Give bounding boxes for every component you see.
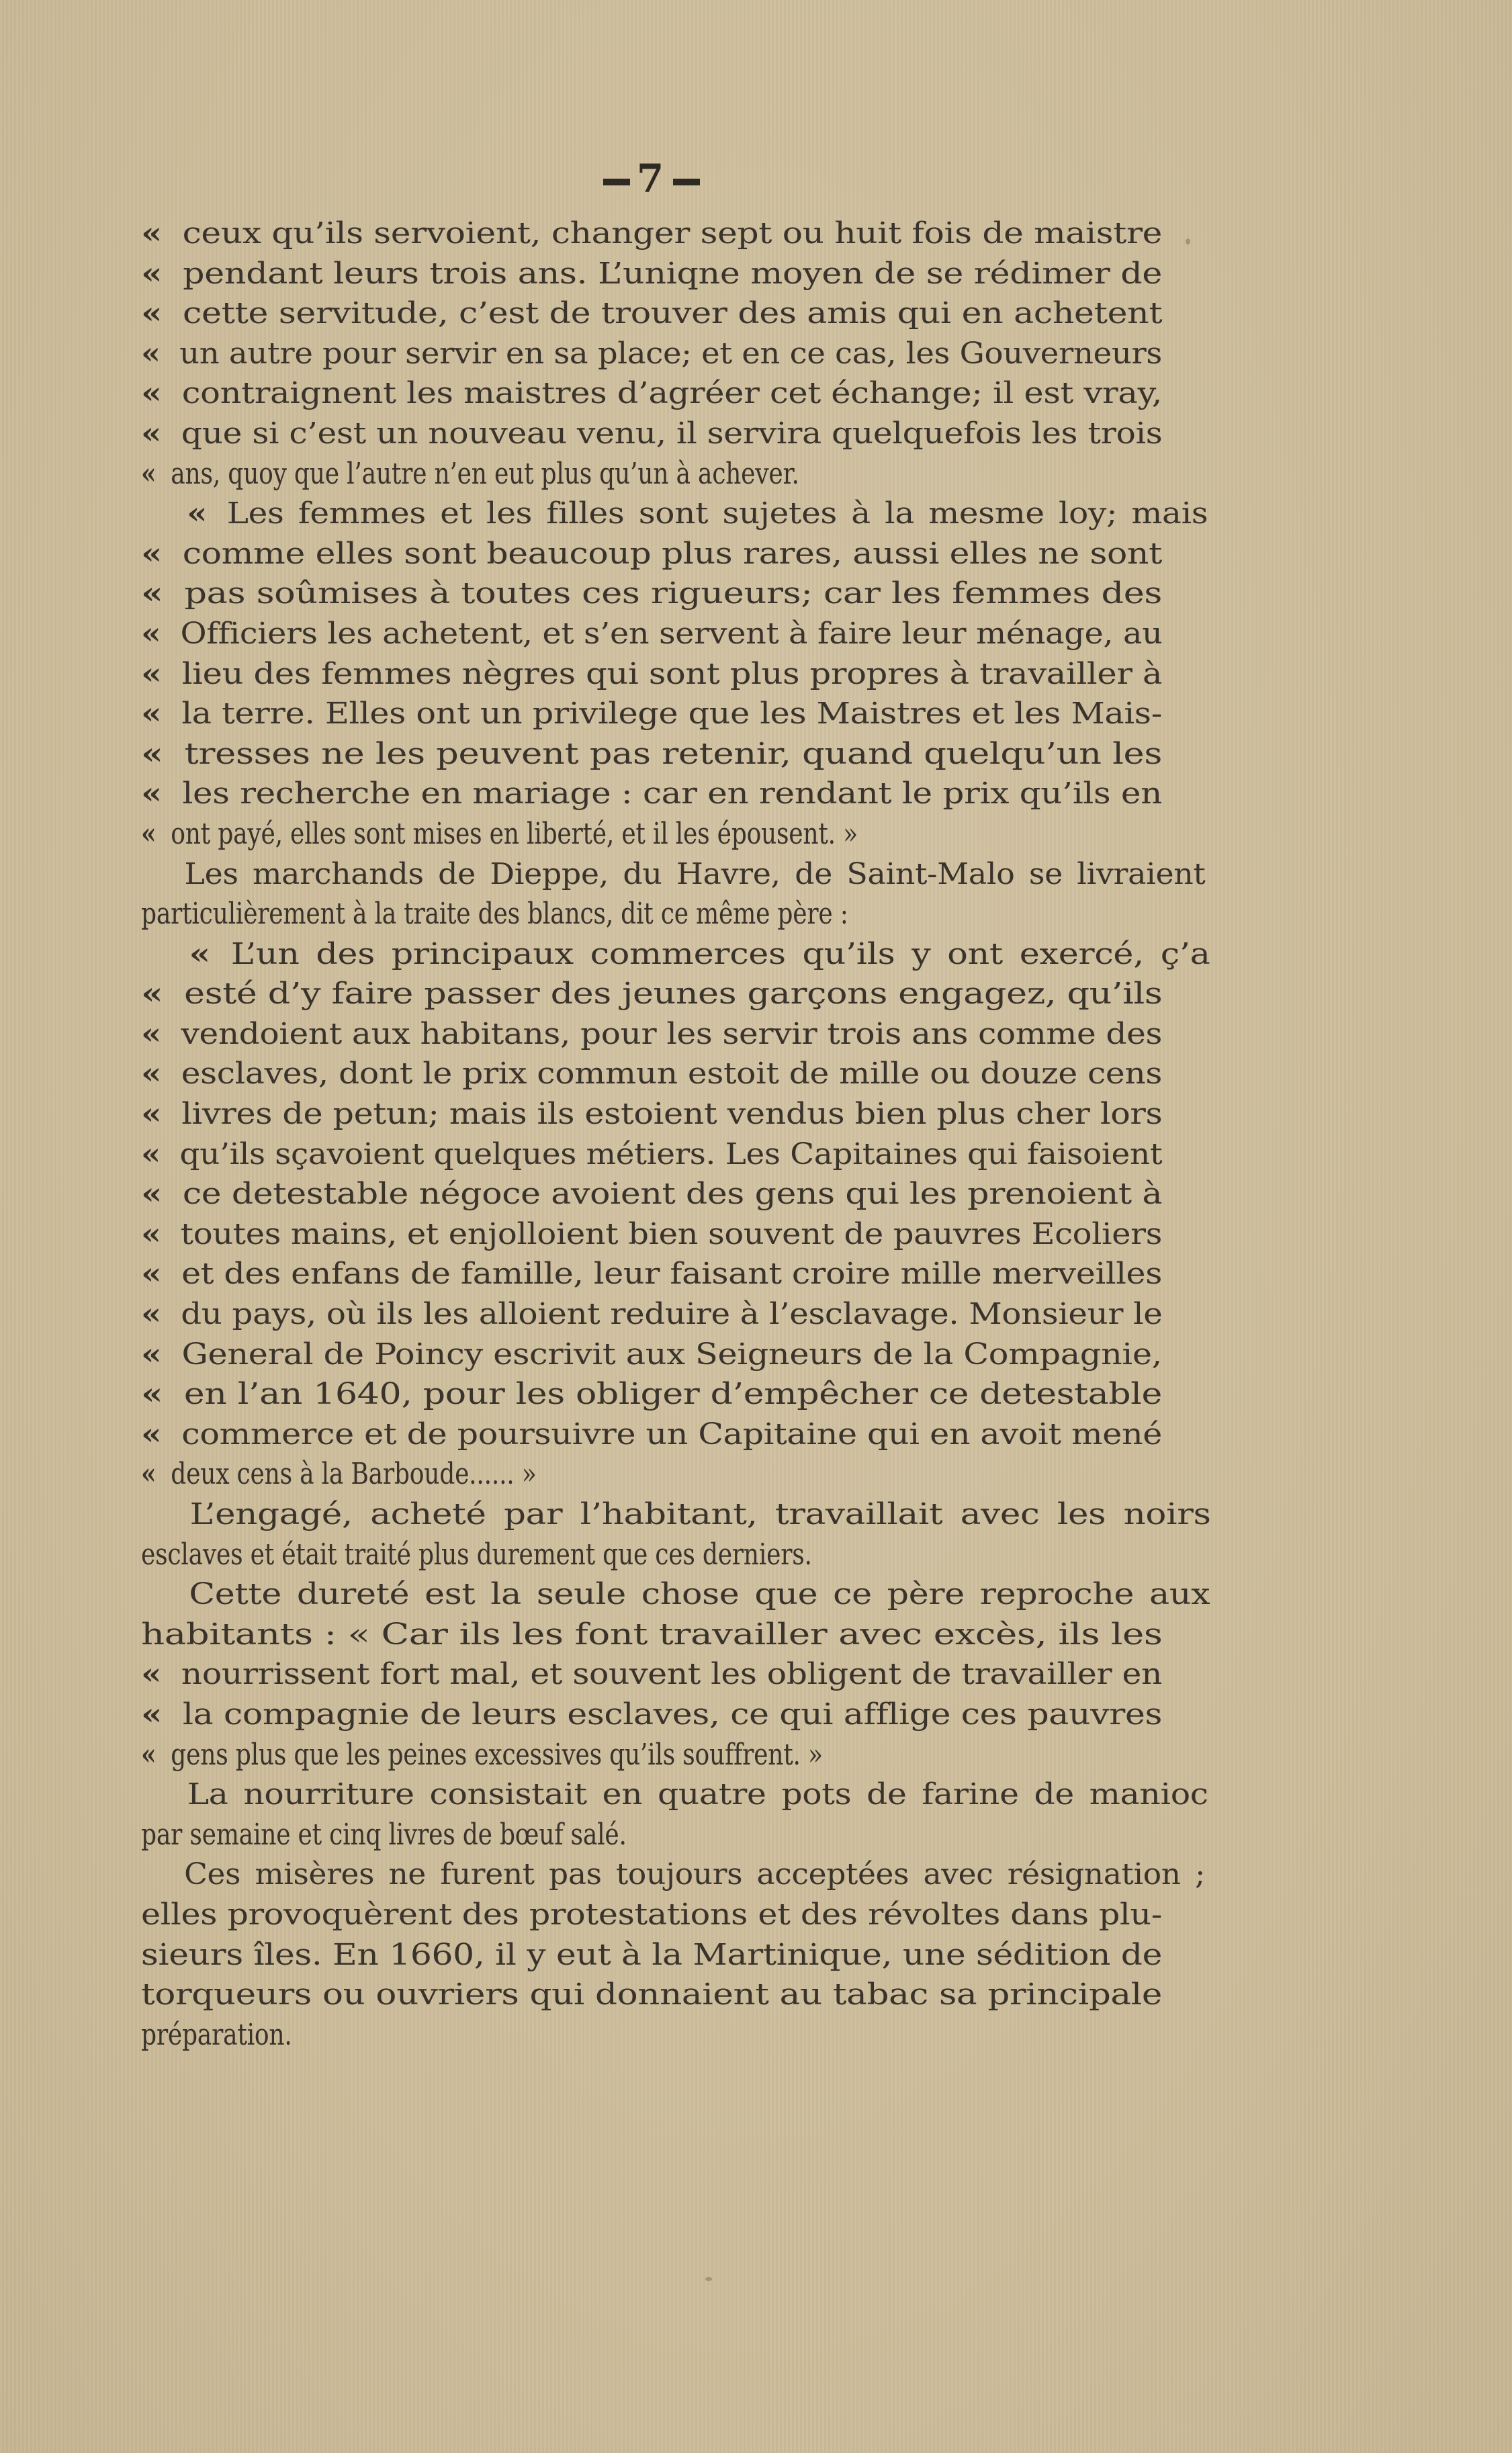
text-line xyxy=(141,1654,1162,1695)
quote-mark: « xyxy=(141,536,163,571)
line-text: pendant leurs trois ans. L’uniqne moyen de se rédimer de xyxy=(183,256,1162,291)
line-text: qu’ils sçavoient quelques métiers. Les Capitaines qui faisoient xyxy=(179,1136,1163,1171)
quote-mark: « xyxy=(141,1097,162,1132)
line-text: sieurs îles. En 1660, il y eut à la Martinique, une sédition de xyxy=(141,1937,1163,1972)
page-number-value: 7 xyxy=(636,156,667,202)
quote-mark: « xyxy=(141,1136,161,1171)
quote-mark: « xyxy=(141,416,162,451)
line-text: un autre pour servir en sa place; et en ce cas, les Gouverneurs xyxy=(179,336,1162,371)
quote-mark: « xyxy=(141,1177,163,1212)
text-line xyxy=(141,414,1162,454)
text-line xyxy=(141,1094,1162,1134)
quote-mark: « xyxy=(141,1737,157,1772)
line-text: elles provoquèrent des protestations et des révoltes dans plu- xyxy=(141,1897,1162,1932)
line-text: L’engagé, acheté par l’habitant, travaillait avec les noirs xyxy=(189,1497,1211,1531)
text-line xyxy=(141,1335,1162,1375)
line-text: Cette dureté est la seule chose que ce père reproche aux xyxy=(189,1577,1210,1612)
text-line xyxy=(141,694,1162,734)
line-text: commerce et de poursuivre un Capitaine qui en avoit mené xyxy=(181,1417,1163,1452)
line-text: vendoient aux habitans, pour les servir trois ans comme des xyxy=(181,1016,1162,1051)
text-line xyxy=(141,894,848,934)
text-line xyxy=(141,1014,1162,1055)
ink-speck xyxy=(705,2277,712,2281)
line-text: habitants : « Car ils les font travailler avec excès, ils les xyxy=(141,1617,1163,1652)
line-text: cette servitude, c’est de trouver des amis qui en achetent xyxy=(183,296,1163,331)
quote-mark: « xyxy=(141,1377,163,1412)
quote-mark: « xyxy=(141,616,161,651)
quote-mark: « xyxy=(141,456,157,491)
text-line xyxy=(141,774,1162,814)
line-text: pas soûmises à toutes ces rigueurs; car les femmes des xyxy=(184,576,1162,611)
line-text: préparation. xyxy=(141,2017,292,2052)
text-line xyxy=(141,214,1162,254)
ink-speck xyxy=(1186,238,1190,244)
quote-mark: « xyxy=(141,656,162,691)
quote-mark: « xyxy=(141,256,163,291)
line-text: Officiers les achetent, et s’en servent à faire leur ménage, au xyxy=(180,616,1163,651)
text-line xyxy=(141,814,858,854)
line-text: esclaves et était traité plus durement que ces derniers. xyxy=(141,1537,812,1572)
line-text: L’un des principaux commerces qu’ils y ont exercé, ç’a xyxy=(230,936,1210,971)
quote-mark: « xyxy=(141,776,162,811)
line-text: du pays, où ils les alloient reduire à l’esclavage. Monsieur le xyxy=(181,1297,1163,1332)
text-line xyxy=(141,1615,1162,1655)
quote-mark: « xyxy=(141,336,161,371)
text-line xyxy=(141,1855,1205,1895)
line-text: lieu des femmes nègres qui sont plus propres à travailler à xyxy=(181,656,1163,691)
line-text: comme elles sont beaucoup plus rares, aussi elles ne sont xyxy=(182,536,1162,571)
line-text: nourrissent fort mal, et souvent les obligent de travailler en xyxy=(181,1657,1162,1692)
line-text: que si c’est un nouveau venu, il servira quelquefois les trois xyxy=(181,416,1163,451)
text-line xyxy=(141,1695,1162,1735)
text-line xyxy=(141,1775,1208,1815)
text-line xyxy=(141,1214,1162,1255)
line-text: contraignent les maistres d’agréer cet échange; il est vray, xyxy=(181,376,1162,411)
quote-mark: « xyxy=(187,496,208,531)
text-line xyxy=(141,734,1162,774)
line-text: esclaves, dont le prix commun estoit de mille ou douze cens xyxy=(181,1057,1162,1091)
text-line xyxy=(141,1495,1211,1535)
line-text: esté d’y faire passer des jeunes garçons engagez, qu’ils xyxy=(184,977,1163,1012)
text-line xyxy=(141,294,1162,334)
text-line xyxy=(141,854,1206,895)
text-line xyxy=(141,373,1162,414)
text-line xyxy=(141,254,1162,294)
line-text: livres de petun; mais ils estoient vendus bien plus cher lors xyxy=(181,1097,1163,1132)
line-text: particulièrement à la traite des blancs, dit ce même père : xyxy=(141,897,848,932)
text-line xyxy=(141,1815,626,1855)
quote-mark: « xyxy=(141,296,163,331)
line-text: torqueurs ou ouvriers qui donnaient au tabac sa principale xyxy=(141,1977,1162,2012)
quote-mark: « xyxy=(141,816,157,851)
text-line xyxy=(141,1454,537,1495)
text-line xyxy=(141,1574,1210,1615)
text-line xyxy=(141,654,1162,695)
line-text: la terre. Elles ont un privilege que les Maistres et les Mais- xyxy=(181,697,1163,731)
text-line xyxy=(141,934,1210,975)
text-line xyxy=(141,1895,1162,1935)
text-line xyxy=(141,1134,1162,1175)
quote-mark: « xyxy=(141,697,162,731)
line-text: Ces misères ne furent pas toujours acceptées avec résignation ; xyxy=(184,1857,1206,1892)
quote-mark: « xyxy=(189,936,210,971)
text-line xyxy=(141,2015,292,2055)
page-number-dash-left xyxy=(603,179,630,185)
line-text: toutes mains, et enjolloient bien souvent de pauvres Ecoliers xyxy=(180,1216,1162,1251)
text-line xyxy=(141,974,1162,1014)
text-line xyxy=(141,1535,812,1575)
text-line xyxy=(141,1935,1162,1975)
page-number xyxy=(141,156,1162,202)
text-line xyxy=(141,1294,1162,1335)
page-number-dash-right xyxy=(673,179,700,185)
quote-mark: « xyxy=(141,1016,161,1051)
line-text: les recherche en mariage : car en rendant le prix qu’ils en xyxy=(182,776,1163,811)
text-line xyxy=(141,454,799,494)
line-text: ceux qu’ils servoient, changer sept ou huit fois de maistre xyxy=(182,216,1163,251)
text-line xyxy=(141,1374,1162,1415)
line-text: ont payé, elles sont mises en liberté, et il les épousent. » xyxy=(171,816,858,851)
line-text: Les femmes et les filles sont sujetes à la mesme loy; mais xyxy=(226,496,1208,531)
line-text: Les marchands de Dieppe, du Havre, de Saint-Malo se livraient xyxy=(184,856,1206,891)
quote-mark: « xyxy=(141,1257,162,1292)
text-line xyxy=(141,1254,1162,1294)
quote-mark: « xyxy=(141,1657,162,1692)
body-text xyxy=(141,214,1211,2055)
quote-mark: « xyxy=(141,1057,162,1091)
text-line xyxy=(141,1174,1162,1214)
line-text: General de Poincy escrivit aux Seigneurs de la Compagnie, xyxy=(181,1337,1163,1372)
quote-mark: « xyxy=(141,1337,162,1372)
text-line xyxy=(141,1975,1162,2015)
quote-mark: « xyxy=(141,977,163,1012)
text-line xyxy=(141,574,1162,614)
line-text: en l’an 1640, pour les obliger d’empêcher ce detestable xyxy=(183,1377,1162,1412)
line-text: gens plus que les peines excessives qu’ils souffrent. » xyxy=(171,1737,823,1772)
text-line xyxy=(141,334,1162,374)
quote-mark: « xyxy=(141,1297,161,1332)
quote-mark: « xyxy=(141,1417,162,1452)
line-text: ans, quoy que l’autre n’en eut plus qu’un à achever. xyxy=(171,456,799,491)
quote-mark: « xyxy=(141,1457,157,1492)
line-text: par semaine et cinq livres de bœuf salé. xyxy=(141,1817,627,1852)
line-text: et des enfans de famille, leur faisant croire mille merveilles xyxy=(181,1257,1163,1292)
quote-mark: « xyxy=(141,1697,163,1732)
quote-mark: « xyxy=(141,1216,161,1251)
quote-mark: « xyxy=(141,376,162,411)
text-line xyxy=(141,1735,823,1775)
line-text: tresses ne les peuvent pas retenir, quand quelqu’un les xyxy=(184,736,1163,771)
text-line xyxy=(141,614,1162,654)
quote-mark: « xyxy=(141,216,163,251)
text-line xyxy=(141,534,1162,574)
text-line xyxy=(141,1415,1162,1455)
text-line xyxy=(141,1054,1162,1094)
text-line xyxy=(141,494,1208,534)
line-text: la compagnie de leurs esclaves, ce qui afflige ces pauvres xyxy=(182,1697,1163,1732)
quote-mark: « xyxy=(141,736,163,771)
line-text: ce detestable négoce avoient des gens qui les prenoient à xyxy=(182,1177,1163,1212)
quote-mark: « xyxy=(141,576,163,611)
line-text: deux cens à la Barboude...... » xyxy=(171,1457,537,1492)
line-text: La nourriture consistait en quatre pots de farine de manioc xyxy=(187,1777,1208,1812)
